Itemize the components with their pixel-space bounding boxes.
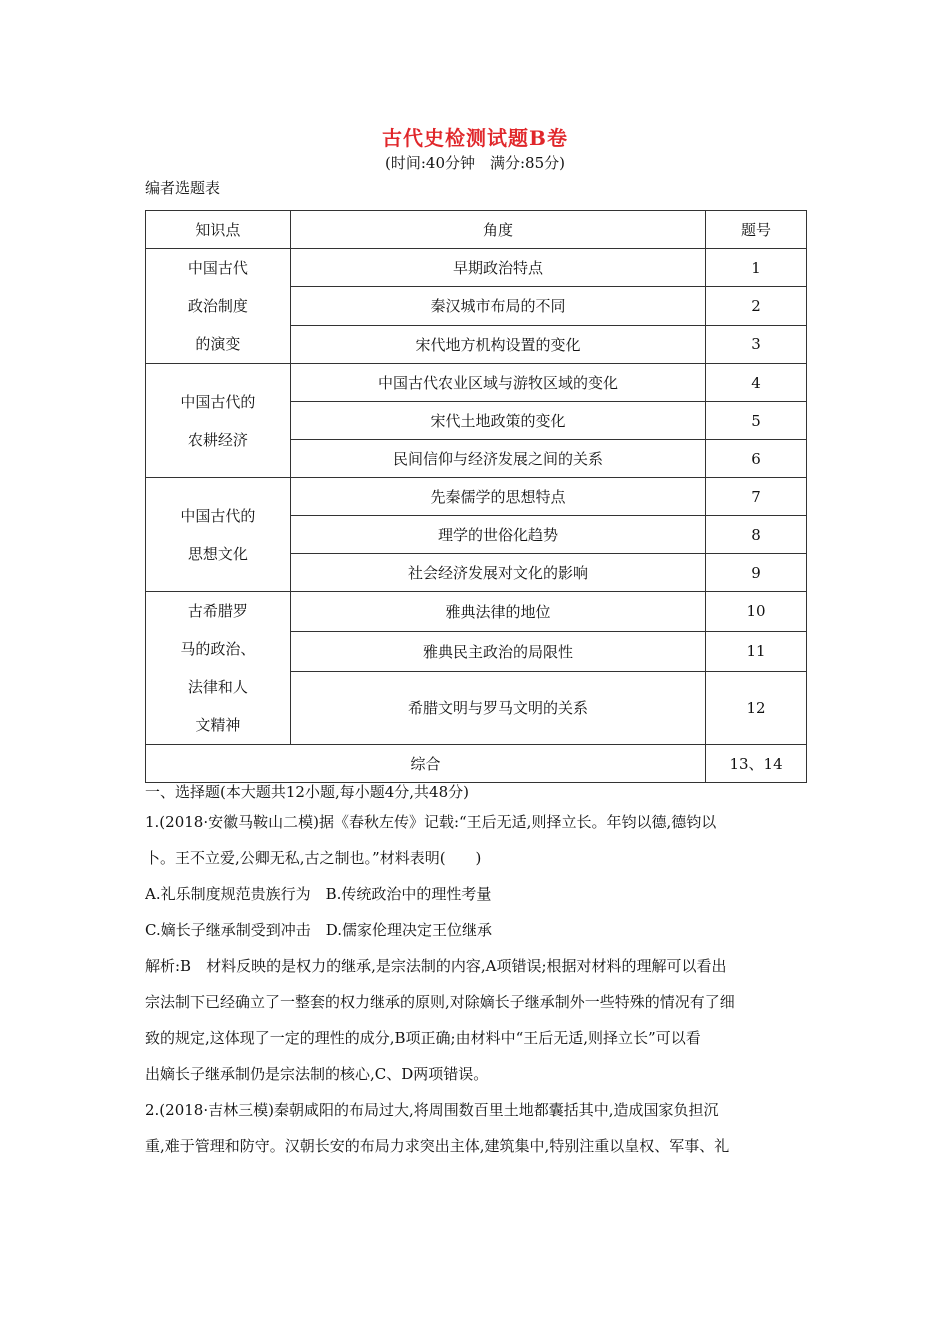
answer-analysis-line-3: 致的规定,这体现了一定的理性的成分,B项正确;由材料中“王后无适,则择立长”可以看 — [145, 1029, 701, 1047]
angle-cell: 秦汉城市布局的不同 — [290, 287, 705, 325]
table-caption: 编者选题表 — [145, 179, 221, 197]
document-title: 古代史检测试题B卷 — [382, 126, 568, 150]
header-number: 题号 — [706, 211, 807, 249]
header-angle: 角度 — [290, 211, 705, 249]
angle-cell: 雅典法律的地位 — [290, 592, 705, 632]
number-cell: 5 — [706, 402, 807, 440]
header-knowledge: 知识点 — [146, 211, 291, 249]
angle-cell: 宋代土地政策的变化 — [290, 402, 705, 440]
angle-cell: 理学的世俗化趋势 — [290, 516, 705, 554]
answer-analysis-line-4: 出嫡长子继承制仍是宗法制的核心,C、D两项错误。 — [145, 1065, 489, 1083]
number-cell: 9 — [706, 554, 807, 592]
topic-selection-table — [145, 210, 807, 783]
knowledge-cell — [146, 478, 291, 592]
knowledge-cell — [146, 364, 291, 478]
number-cell: 12 — [706, 671, 807, 744]
table-row — [146, 249, 807, 287]
section-heading: 一、选择题(本大题共12小题,每小题4分,共48分) — [145, 783, 469, 801]
angle-cell: 中国古代农业区域与游牧区域的变化 — [290, 364, 705, 402]
number-cell: 3 — [706, 325, 807, 363]
table-row — [146, 592, 807, 632]
question-1-line-1: 1.(2018·安徽马鞍山二模)据《春秋左传》记载:“王后无适,则择立长。年钧以德,德钧以 — [145, 813, 717, 831]
answer-analysis-line-1: 解析:B 材料反映的是权力的继承,是宗法制的内容,A项错误;根据对材料的理解可以看出 — [145, 957, 727, 975]
knowledge-label: 中国古代的 思想文化 — [180, 506, 256, 563]
knowledge-label: 古希腊罗 马的政治、 法律和人 文精神 — [180, 602, 256, 734]
footer-number: 13、14 — [706, 745, 807, 783]
angle-cell: 先秦儒学的思想特点 — [290, 478, 705, 516]
question-1-options-cd: C.嫡长子继承制受到冲击 D.儒家伦理决定王位继承 — [145, 921, 492, 939]
angle-cell: 民间信仰与经济发展之间的关系 — [290, 440, 705, 478]
question-1-options-ab: A.礼乐制度规范贵族行为 B.传统政治中的理性考量 — [145, 885, 492, 903]
knowledge-cell — [146, 592, 291, 745]
table-row — [146, 364, 807, 402]
angle-cell: 社会经济发展对文化的影响 — [290, 554, 705, 592]
number-cell: 10 — [706, 592, 807, 632]
footer-label: 综合 — [146, 745, 706, 783]
document-subtitle: (时间:40分钟 满分:85分) — [385, 154, 565, 172]
knowledge-label: 中国古代 政治制度 的演变 — [187, 259, 248, 353]
table-row — [146, 478, 807, 516]
knowledge-label: 中国古代的 农耕经济 — [180, 392, 256, 449]
number-cell: 1 — [706, 249, 807, 287]
number-cell: 6 — [706, 440, 807, 478]
number-cell: 11 — [706, 631, 807, 671]
angle-cell: 早期政治特点 — [290, 249, 705, 287]
table-header-row — [146, 211, 807, 249]
number-cell: 7 — [706, 478, 807, 516]
number-cell: 2 — [706, 287, 807, 325]
number-cell: 4 — [706, 364, 807, 402]
angle-cell: 雅典民主政治的局限性 — [290, 631, 705, 671]
question-1-line-2: 卜。王不立爱,公卿无私,古之制也。”材料表明( ) — [145, 849, 482, 867]
angle-cell: 希腊文明与罗马文明的关系 — [290, 671, 705, 744]
number-cell: 8 — [706, 516, 807, 554]
answer-analysis-line-2: 宗法制下已经确立了一整套的权力继承的原则,对除嫡长子继承制外一些特殊的情况有了细 — [145, 993, 735, 1011]
question-2-line-2: 重,难于管理和防守。汉朝长安的布局力求突出主体,建筑集中,特别注重以皇权、军事、礼 — [145, 1137, 730, 1155]
angle-cell: 宋代地方机构设置的变化 — [290, 325, 705, 363]
question-body — [145, 780, 809, 1164]
table-footer-row — [146, 745, 807, 783]
knowledge-cell — [146, 249, 291, 364]
question-2-line-1: 2.(2018·吉林三模)秦朝咸阳的布局过大,将周围数百里土地都囊括其中,造成国家负担沉 — [145, 1101, 719, 1119]
